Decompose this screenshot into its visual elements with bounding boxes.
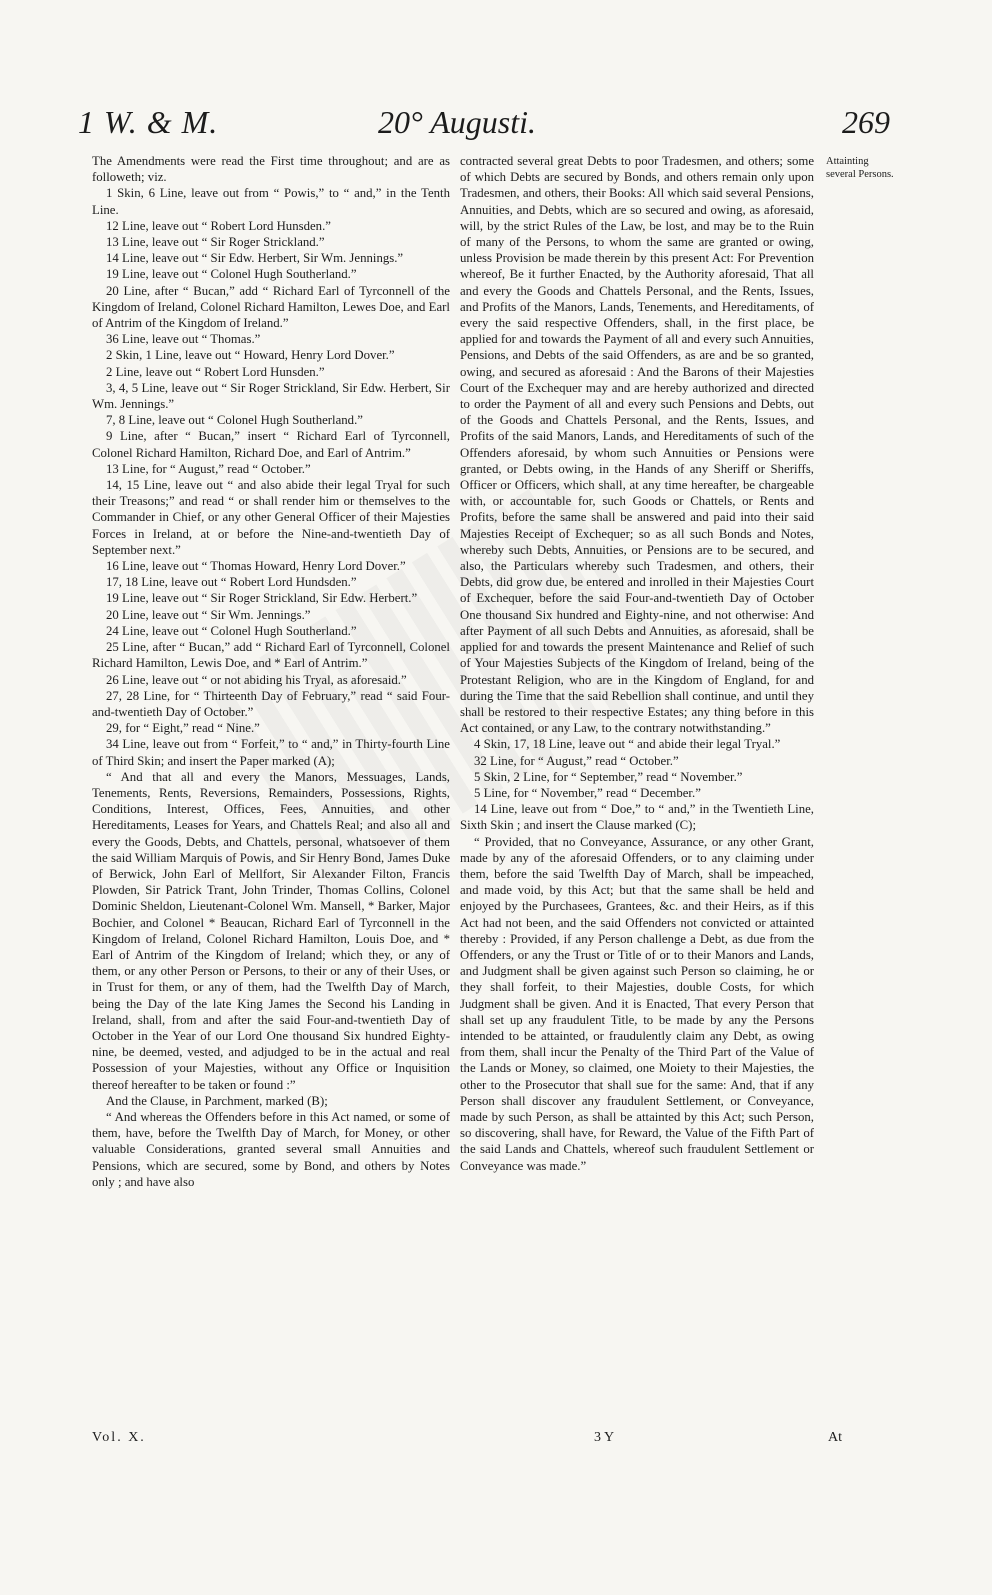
paragraph: 24 Line, leave out “ Colonel Hugh Southerland.” bbox=[106, 623, 357, 638]
paragraph: 25 Line, after “ Bucan,” add “ Richard Earl of Tyrconnell, Colonel Richard Hamilton, Lewis Doe, and * Earl of Antrim.” bbox=[92, 640, 450, 671]
volume-label: Vol. X. bbox=[92, 1430, 146, 1445]
paragraph: 32 Line, for “ August,” read “ October.” bbox=[474, 753, 679, 768]
paragraph: 26 Line, leave out “ or not abiding his Tryal, as aforesaid.” bbox=[106, 672, 407, 687]
date-label: 20° Augusti. bbox=[378, 104, 536, 140]
paragraph: 14 Line, leave out from “ Doe,” to “ and,” in the Twentieth Line, Sixth Skin ; and insert the Clause marked (C); bbox=[460, 802, 814, 833]
paragraph: “ Provided, that no Conveyance, Assurance, or any other Grant, made by any of the aforesaid Offenders, or to any claiming under them, before the said Twelfth Day of March, shall be impeached, and made void, by this Act; but that the same shall be held and enjoyed by the Purchasees, Grantees, &c. and their Heirs, as if this Act had not been, and the said Offenders not convicted or attainted thereby : Provided, if any Person challenge a Debt, as due from the Offenders, or any the Trust or Title of or to their Manors and Lands, and Judgment shall be given against such Person so claiming, he or they shall forfeit, to their Majesties, double Costs, for which Judgment shall be given. And it is Enacted, That every Person that shall set up any fraudulent Title, to be made by any the Persons intended to be attainted, or fraudulently claim any Debt, as owing from them, shall incur the Penalty of the Third Part of the Value of the Lands or Money, so claimed, one Moiety to their Majesties, the other to the Prosecutor that shall sue for the same: And, that if any Person shall discover any fraudulent Settlement, or Conveyance, made by such Person, as shall be attainted by this Act; such Person, so discovering, shall have, for Reward, the Value of the Fifth Part of the said Lands and Chattels, whereof such fraudulent Settlement or Conveyance was made.” bbox=[460, 834, 814, 1173]
paragraph: The Amendments were read the First time throughout; and are as followeth; viz. bbox=[92, 154, 450, 185]
reign-label: 1 W. & M. bbox=[78, 104, 219, 140]
catchword: At bbox=[828, 1430, 842, 1445]
paragraph: 1 Skin, 6 Line, leave out from “ Powis,” to “ and,” in the Tenth Line. bbox=[92, 186, 450, 217]
left-column bbox=[92, 153, 450, 1190]
paragraph: 7, 8 Line, leave out “ Colonel Hugh Southerland.” bbox=[106, 413, 363, 428]
paragraph: 29, for “ Eight,” read “ Nine.” bbox=[106, 721, 260, 736]
margin-note: Attainting several Persons. bbox=[826, 156, 894, 180]
paragraph: 9 Line, after “ Bucan,” insert “ Richard Earl of Tyrconnell, Colonel Richard Hamilton, Richard Doe, and Earl of Antrim.” bbox=[92, 429, 450, 460]
paragraph: 3, 4, 5 Line, leave out “ Sir Roger Strickland, Sir Edw. Herbert, Sir Wm. Jennings.” bbox=[92, 380, 450, 412]
paragraph: 27, 28 Line, for “ Thirteenth Day of February,” read “ said Four-and-twentieth Day of October.” bbox=[92, 688, 450, 719]
right-column bbox=[460, 153, 814, 1174]
paragraph: 12 Line, leave out “ Robert Lord Hunsden.” bbox=[106, 218, 331, 233]
paragraph: 20 Line, leave out “ Sir Wm. Jennings.” bbox=[106, 607, 311, 622]
page-number: 269 bbox=[842, 104, 890, 140]
paragraph: 19 Line, leave out “ Sir Roger Strickland, Sir Edw. Herbert.” bbox=[106, 591, 418, 606]
paragraph: 17, 18 Line, leave out “ Robert Lord Hundsden.” bbox=[106, 575, 357, 590]
paragraph: 5 Skin, 2 Line, for “ September,” read “ November.” bbox=[474, 769, 743, 784]
page-footer bbox=[92, 1430, 842, 1452]
paragraph: “ And that all and every the Manors, Messuages, Lands, Tenements, Rents, Reversions, Remainders, Possessions, Rights, Conditions, Interest, Offices, Fees, Annuities, and other Hereditaments, Leases for Years, and Chattels Real; and also all and every the Goods, Debts, and Chattels, personal, whatsoever of them the said William Marquis of Powis, and Sir Henry Bond, James Duke of Berwick, John Earl of Mellfort, Sir Alexander Filton, Francis Plowden, Sir Patrick Trant, John Trinder, Thomas Collins, Colonel Dominic Sheldon, Lieutenant-Colonel Wm. Mansell, * Barker, Major Bochier, and Colonel * Beaucan, Richard Earl of Tyrconnell in the Kingdom of Ireland, Colonel Richard Hamilton, Louis Doe, and * Earl of Antrim of the Kingdom of Ireland; which they, or any of them, or any other Person or Persons, to their or any of their Uses, or in Trust for them, or any of them, had the Twelfth Day of March, being the Day of the late King James the Second his Landing in Ireland, shall, from and after the said Four-and-twentieth Day of October in the Year of our Lord One thousand Six hundred Eighty-nine, be deemed, vested, and adjudged to be in the actual and real Possession of your Majesties, without any Office or Inquisition thereof hereafter to be taken or found :” bbox=[92, 769, 450, 1092]
paragraph: 13 Line, leave out “ Sir Roger Strickland.” bbox=[106, 235, 325, 250]
paragraph: 34 Line, leave out from “ Forfeit,” to “ and,” in Thirty-fourth Line of Third Skin; and insert the Paper marked (A); bbox=[92, 737, 450, 768]
paragraph: “ And whereas the Offenders before in this Act named, or some of them, have, before the Twelfth Day of March, for Money, or other valuable Considerations, granted several small Annuities and Pensions, which are secured, some by Bond, and others by Notes only ; and have also bbox=[92, 1109, 450, 1189]
paragraph: 5 Line, for “ November,” read “ December.” bbox=[474, 785, 701, 800]
paragraph: 16 Line, leave out “ Thomas Howard, Henry Lord Dover.” bbox=[106, 559, 406, 574]
paragraph: And the Clause, in Parchment, marked (B); bbox=[106, 1093, 328, 1108]
paragraph: 36 Line, leave out “ Thomas.” bbox=[106, 332, 261, 347]
paragraph: 2 Line, leave out “ Robert Lord Hunsden.” bbox=[106, 364, 325, 379]
paragraph: 4 Skin, 17, 18 Line, leave out “ and abide their legal Tryal.” bbox=[474, 737, 781, 752]
signature-mark: 3 Y bbox=[594, 1430, 615, 1445]
paragraph: 2 Skin, 1 Line, leave out “ Howard, Henry Lord Dover.” bbox=[106, 348, 395, 363]
paragraph: 14, 15 Line, leave out “ and also abide their legal Tryal for such their Treasons;” and read “ or shall render him or themselves to the Commander in Chief, or any other General Officer of their Majesties Forces in Ireland, at or before the Nine-and-twentieth Day of September next.” bbox=[92, 478, 450, 557]
paragraph: 13 Line, for “ August,” read “ October.” bbox=[106, 461, 311, 476]
page-header bbox=[78, 104, 890, 148]
paragraph: 14 Line, leave out “ Sir Edw. Herbert, Sir Wm. Jennings.” bbox=[106, 251, 404, 266]
paragraph: 19 Line, leave out “ Colonel Hugh Southerland.” bbox=[106, 267, 357, 282]
paragraph: contracted several great Debts to poor Tradesmen, and others; some of which Debts are secured by Bonds, and others remain only upon Tradesmen, and others, their Books: All which said several Pensions, Annuities, and Debts, which are so secured and owing, as aforesaid, will, by the strict Rules of the Law, be lost, and may be to the Ruin of many of the Persons, to whom the same are granted or owing, unless Provision be made therein by this present Act: For Prevention whereof, Be it further Enacted, by the Authority aforesaid, That all and every the Goods and Chattels Personal, and the Rents, Issues, and Profits of the Manors, Lands, Tenements, and Hereditaments, of every the said respective Offenders, shall, in the first place, be applied for and towards the Payment of all and every such Annuities, Pensions, and Debts of the said Offenders, as are and be so granted, owing, and secured as aforesaid : And the Barons of their Majesties Court of the Exchequer may and are hereby authorized and directed to order the Payment of all and every such Pensions and Debts, out of the Goods and Chattels Personal, and the Rents, Issues, and Profits of the said Manors, Lands, and Hereditaments of such of the Offenders aforesaid, by whom such Annuities or Pensions were granted, or Debts owing, in the Hands of any Sheriff or Sheriffs, Officer or Officers, which shall, at any time hereafter, be chargeable with, or accountable for, such Goods or Chattels, or Rents and Profits, before the same shall be answered and paid into their said Majesties Receipt of Exchequer; so as all such Bonds and Notes, whereby such Debts, Annuities, or Pensions are to be secured, and also, the Particulars whereby such Tradesmen, and others, their Debts, did grow due, be entered and inrolled in their Majesties Court of Exchequer, before the said Four-and-twentieth Day of October One thousand Six hundred and Eighty-nine, and not otherwise: And after Payment of all such Debts and Annuities, as aforesaid, shall be applied for and towards the present Maintenance and Relief of such of Your Majesties Subjects of the Kingdom of Ireland, being of the Protestant Religion, who are in the Kingdom of England, for and during the Time that the said Rebellion shall continue, and until they shall be restored to their respective Estates; any thing before in this Act contained, or any Law, to the contrary notwithstanding.” bbox=[460, 154, 814, 736]
paragraph: 20 Line, after “ Bucan,” add “ Richard Earl of Tyrconnell of the Kingdom of Ireland, Colonel Richard Hamilton, Lewes Doe, and Earl of Antrim of the Kingdom of Ireland.” bbox=[92, 283, 450, 331]
